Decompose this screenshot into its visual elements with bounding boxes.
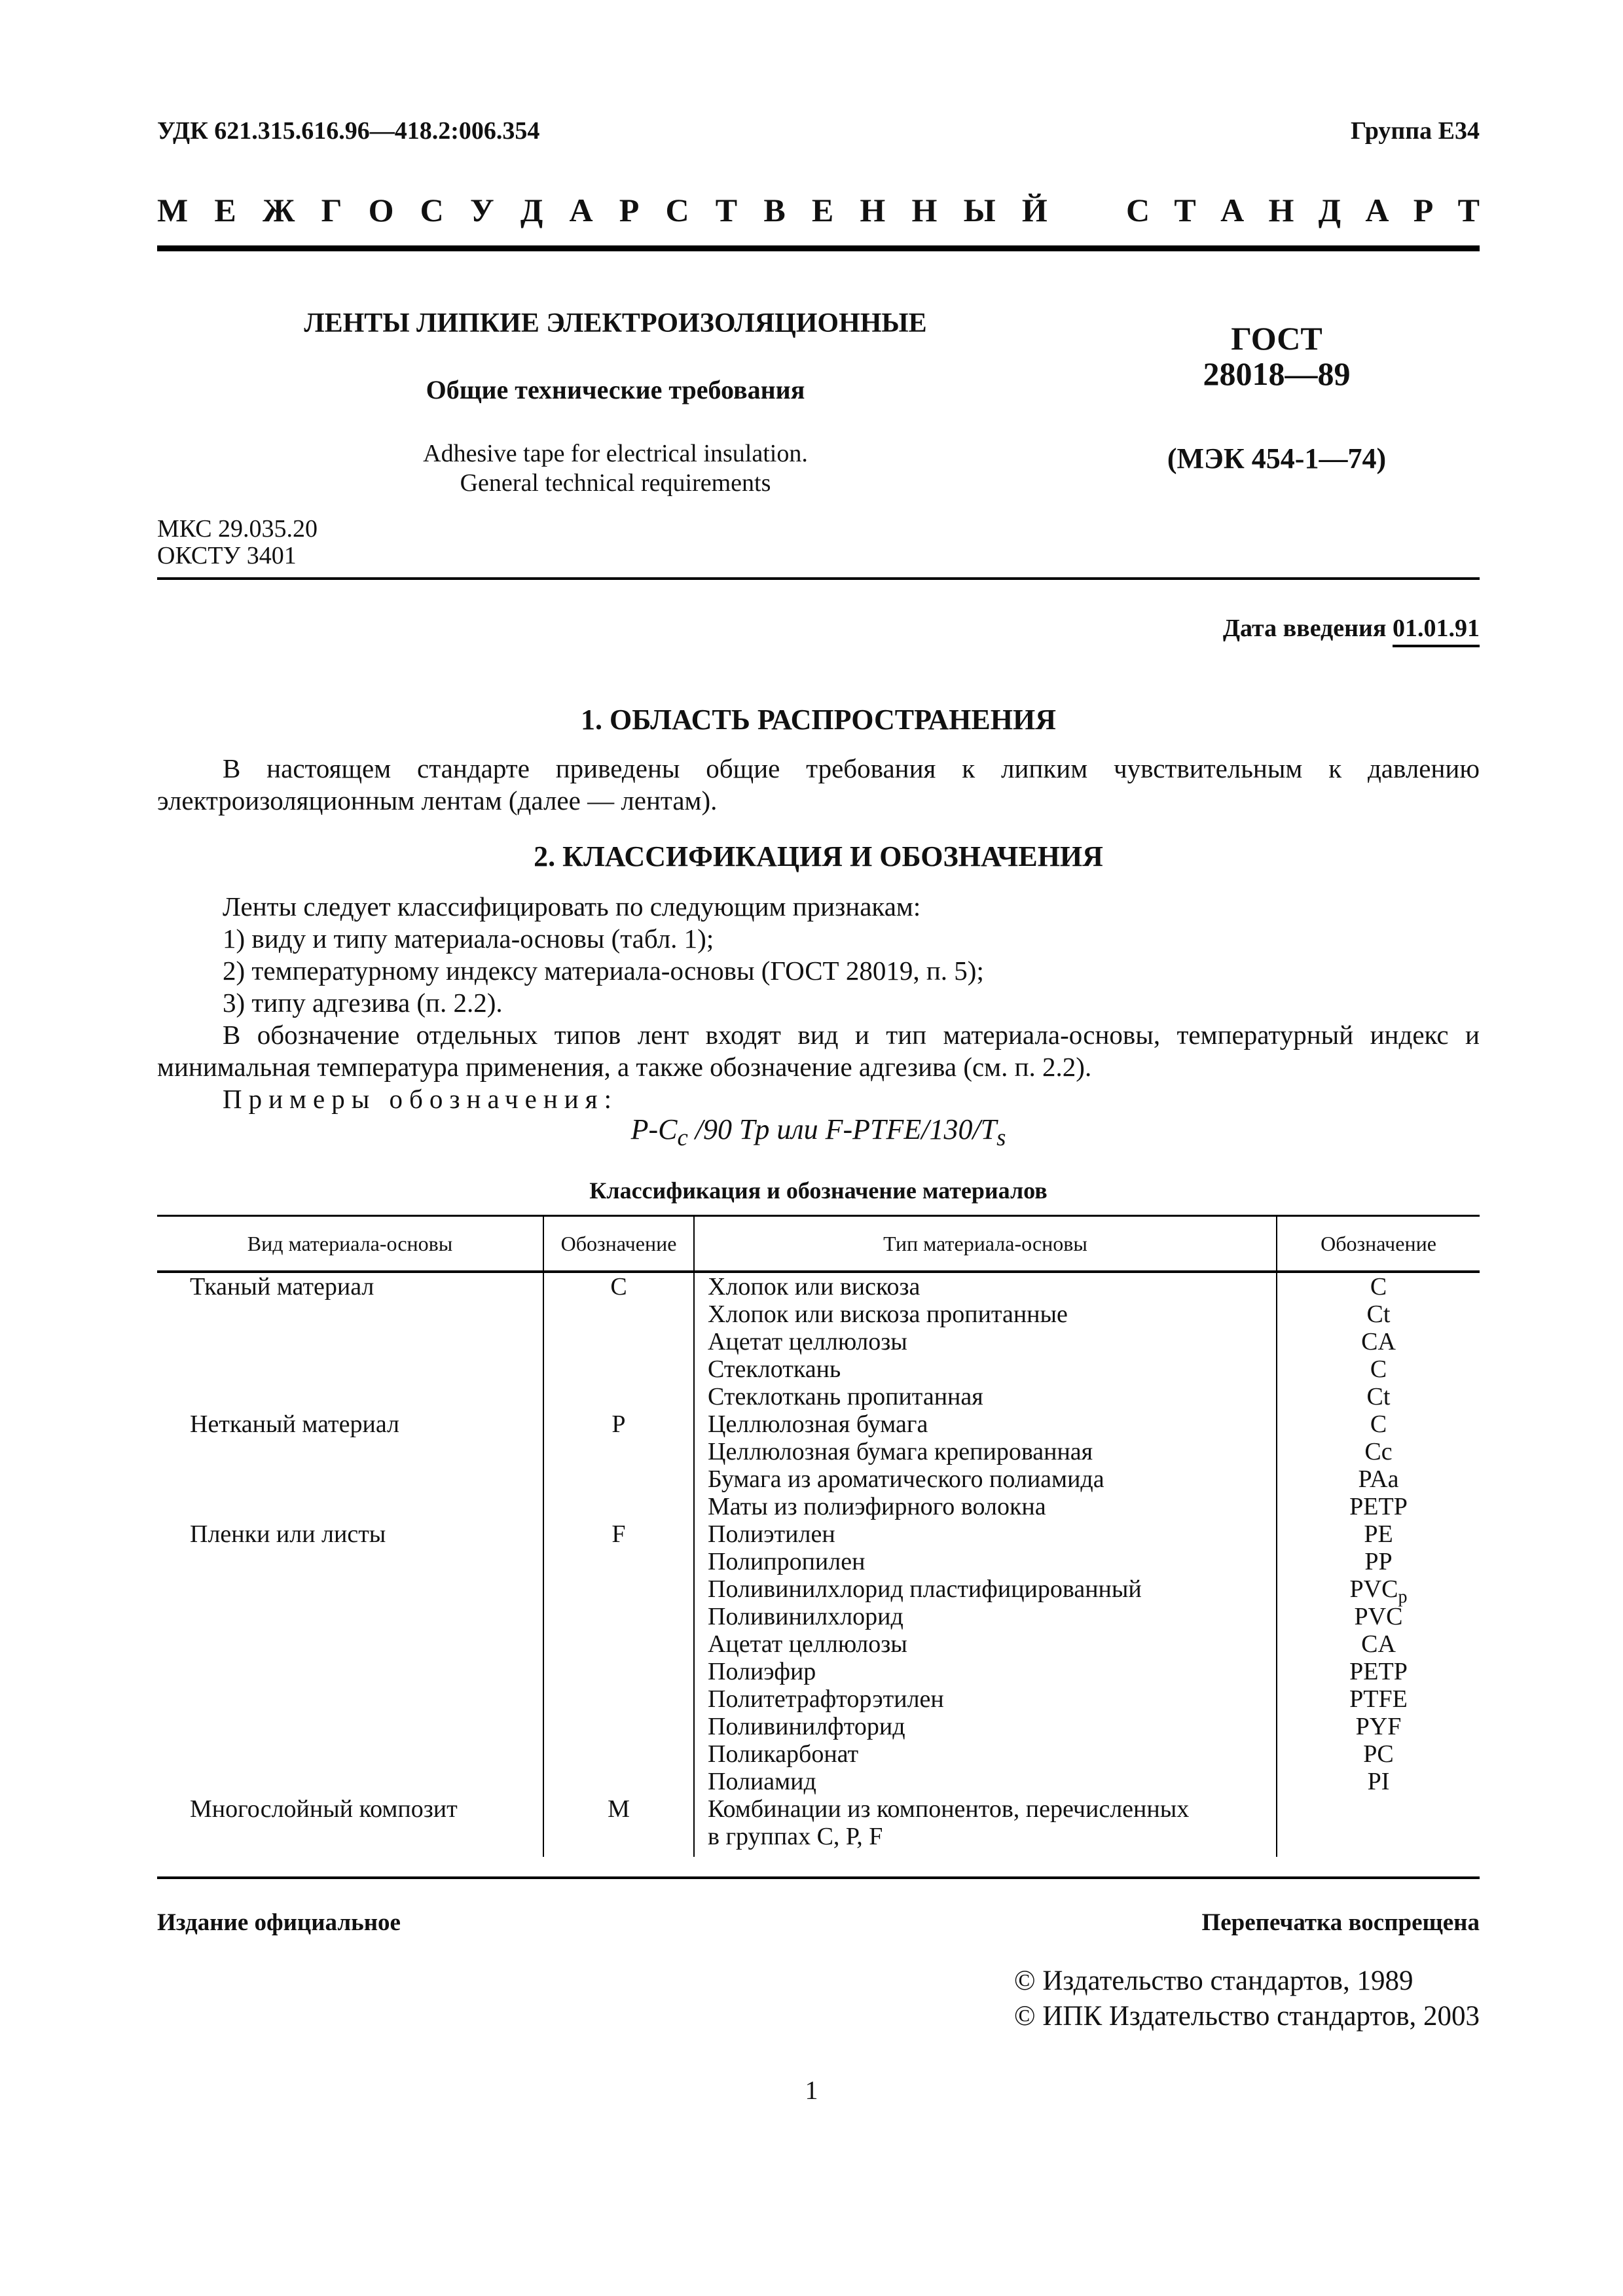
material-type: Целлюлозная бумага крепированная — [708, 1438, 1093, 1465]
material-type: Целлюлозная бумага — [708, 1410, 928, 1438]
banner-letter: М — [157, 192, 189, 228]
banner-letter: О — [368, 192, 394, 228]
banner-letter: Т — [715, 192, 738, 228]
okstu-code: ОКСТУ 3401 — [157, 542, 297, 570]
material-type: Поликарбонат — [708, 1740, 859, 1768]
gost-number — [1074, 321, 1480, 391]
section-2-lead: Ленты следует классифицировать по следующим признакам: — [223, 891, 921, 922]
table-row — [157, 1795, 1480, 1857]
designation-text: В обозначение отдельных типов лент входят вид и тип материала-основы, температурный индекс и минимальная температура применения, а также обозначение адгезива (см. п. 2.2). — [157, 1020, 1480, 1083]
material-type-code: CA — [1361, 1630, 1396, 1658]
standard-banner — [157, 191, 1480, 229]
material-type: Поливинилхлорид пластифицированный — [708, 1575, 1142, 1603]
material-kind: Пленки или листы — [190, 1520, 386, 1548]
material-kind: Нетканый материал — [190, 1410, 400, 1438]
table-row — [157, 1520, 1480, 1795]
material-type: в группах С, Р, F — [708, 1823, 883, 1850]
mks-code: МКС 29.035.20 — [157, 515, 318, 543]
material-type-code: Ct — [1366, 1383, 1391, 1410]
list-item: 3) типу адгезива (п. 2.2). — [223, 988, 503, 1018]
material-kind-code: P — [543, 1410, 694, 1520]
material-type-code: PETP — [1349, 1493, 1408, 1520]
classification-criteria-list — [223, 923, 984, 1020]
intro-date-label: Дата введения — [1222, 615, 1387, 642]
material-type-code: $PVC_p$ — [1349, 1575, 1408, 1607]
banner-letter: Р — [1413, 192, 1434, 228]
banner-rule — [157, 245, 1480, 251]
header-kind-code: Обозначение — [543, 1216, 694, 1272]
english-title-line2: General technical requirements — [460, 469, 771, 497]
banner-letter: Й — [1021, 192, 1048, 228]
banner-letter: Ж — [262, 192, 295, 228]
material-type-code: PE — [1364, 1520, 1393, 1548]
list-item: 1) виду и типу материала-основы (табл. 1); — [223, 924, 714, 954]
iec-reference: (МЭК 454-1—74) — [1167, 442, 1387, 475]
material-types — [694, 1795, 1277, 1857]
designation-example: $P-C_c$ /90 Tp или $F-PTFE/130/T_s$ — [630, 1113, 1006, 1151]
material-type-codes — [1277, 1410, 1480, 1520]
material-kind-code: C — [543, 1272, 694, 1410]
material-type: Хлопок или вискоза — [708, 1273, 921, 1300]
banner-letter: А — [1220, 192, 1245, 228]
udk-code: УДК 621.315.616.96—418.2:006.354 — [157, 117, 540, 145]
material-type: Полиэфир — [708, 1658, 816, 1685]
material-type: Политетрафторэтилен — [708, 1685, 944, 1713]
copyright — [1014, 1964, 1480, 2034]
material-kind: Тканый материал — [190, 1273, 374, 1300]
material-type-code: C — [1370, 1273, 1387, 1300]
header-type-code: Обозначение — [1277, 1216, 1480, 1272]
material-type: Стеклоткань — [708, 1355, 841, 1383]
banner-word-interstate — [157, 191, 1048, 229]
title-block — [157, 308, 1074, 498]
list-item: 2) температурному индексу материала-основы (ГОСТ 28019, п. 5); — [223, 956, 984, 986]
intro-date — [1223, 614, 1480, 643]
material-types — [694, 1272, 1277, 1410]
material-type: Ацетат целлюлозы — [708, 1630, 907, 1658]
material-type: Полиамид — [708, 1768, 816, 1795]
banner-letter: У — [469, 192, 494, 228]
table-row — [157, 1272, 1480, 1410]
english-title-line1: Adhesive tape for electrical insulation. — [423, 440, 808, 467]
material-type-code: Ct — [1366, 1300, 1391, 1328]
material-types — [694, 1520, 1277, 1795]
material-type: Маты из полиэфирного волокна — [708, 1493, 1046, 1520]
intro-date-value: 01.01.91 — [1393, 615, 1480, 647]
material-type: Стеклоткань пропитанная — [708, 1383, 983, 1410]
material-type: Поливинилфторид — [708, 1713, 905, 1740]
material-type-code: C — [1370, 1410, 1387, 1438]
material-kind: Многослойный композит — [190, 1795, 458, 1823]
english-title — [157, 439, 1074, 498]
copyright-line: © Издательство стандартов, 1989 — [1013, 1965, 1413, 1996]
banner-letter: А — [569, 192, 593, 228]
banner-letter: Н — [860, 192, 886, 228]
material-type-code: PYF — [1355, 1713, 1402, 1740]
section-1-heading: 1. ОБЛАСТЬ РАСПРОСТРАНЕНИЯ — [581, 704, 1056, 736]
banner-letter: Т — [1457, 192, 1480, 228]
examples-label: Примеры обозначения: — [223, 1084, 618, 1114]
copyright-line: © ИПК Издательство стандартов, 2003 — [1013, 2000, 1480, 2032]
banner-letter: Г — [321, 192, 342, 228]
banner-letter: Т — [1174, 192, 1196, 228]
material-type: Полиэтилен — [708, 1520, 835, 1548]
gost-code: 28018—89 — [1203, 355, 1351, 392]
header-rule — [157, 577, 1480, 580]
document-subtitle: Общие технические требования — [426, 375, 805, 404]
material-type: Бумага из ароматического полиамида — [708, 1465, 1104, 1493]
official-edition: Издание официальное — [157, 1909, 401, 1936]
table-row — [157, 1410, 1480, 1520]
material-type-codes — [1277, 1520, 1480, 1795]
material-type: Ацетат целлюлозы — [708, 1328, 907, 1355]
material-type-codes — [1277, 1795, 1480, 1857]
banner-letter: Н — [911, 192, 938, 228]
document-title: ЛЕНТЫ ЛИПКИЕ ЭЛЕКТРОИЗОЛЯЦИОННЫЕ — [304, 308, 927, 338]
header-type: Тип материала-основы — [694, 1216, 1277, 1272]
page-number: 1 — [805, 2075, 818, 2105]
material-type-code: PI — [1367, 1768, 1390, 1795]
group-code: Группа Е34 — [1350, 117, 1480, 145]
reprint-notice: Перепечатка воспрещена — [1201, 1909, 1480, 1936]
material-type-codes — [1277, 1272, 1480, 1410]
material-type-code: PAa — [1358, 1465, 1399, 1493]
material-type-code: CA — [1361, 1328, 1396, 1355]
banner-word-standard — [1126, 191, 1480, 229]
classification-codes — [157, 516, 318, 569]
banner-letter: С — [1126, 192, 1150, 228]
material-kind-code: F — [543, 1520, 694, 1795]
material-kind-code: M — [543, 1795, 694, 1857]
material-type: Поливинилхлорид — [708, 1603, 903, 1630]
material-types — [694, 1410, 1277, 1520]
banner-letter: Е — [811, 192, 834, 228]
section-1-text: В настоящем стандарте приведены общие требования к липким чувствительным к давлению электроизоляционным лентам (далее — лентам). — [157, 753, 1480, 816]
table-header-row — [157, 1216, 1480, 1272]
material-type-code: PP — [1364, 1548, 1393, 1575]
banner-letter: Ы — [963, 192, 996, 228]
material-type: Комбинации из компонентов, перечисленных — [708, 1795, 1190, 1823]
section-2-heading: 2. КЛАССИФИКАЦИЯ И ОБОЗНАЧЕНИЯ — [534, 840, 1103, 872]
material-type-code: PVC — [1354, 1603, 1403, 1630]
banner-letter: А — [1365, 192, 1389, 228]
header-kind: Вид материала-основы — [157, 1216, 543, 1272]
material-type: Хлопок или вискоза пропитанные — [708, 1300, 1068, 1328]
banner-letter: С — [420, 192, 444, 228]
material-type: Полипропилен — [708, 1548, 866, 1575]
material-type-code: PC — [1363, 1740, 1394, 1768]
banner-letter: В — [763, 192, 786, 228]
banner-letter: Е — [214, 192, 236, 228]
gost-label: ГОСТ — [1231, 320, 1322, 357]
banner-letter: С — [665, 192, 689, 228]
footer-rule — [157, 1876, 1480, 1879]
material-type-code: PETP — [1349, 1658, 1408, 1685]
banner-letter: Д — [520, 192, 543, 228]
table-caption: Классификация и обозначение материалов — [589, 1177, 1048, 1204]
materials-table — [157, 1215, 1480, 1857]
material-type-code — [1277, 1795, 1480, 1823]
material-type-code: PTFE — [1349, 1685, 1408, 1713]
banner-letter: Д — [1318, 192, 1341, 228]
material-type-code: C — [1370, 1355, 1387, 1383]
banner-letter: Н — [1268, 192, 1294, 228]
material-type-code — [1277, 1823, 1480, 1850]
material-type-code: Cc — [1364, 1438, 1393, 1465]
banner-letter: Р — [619, 192, 640, 228]
